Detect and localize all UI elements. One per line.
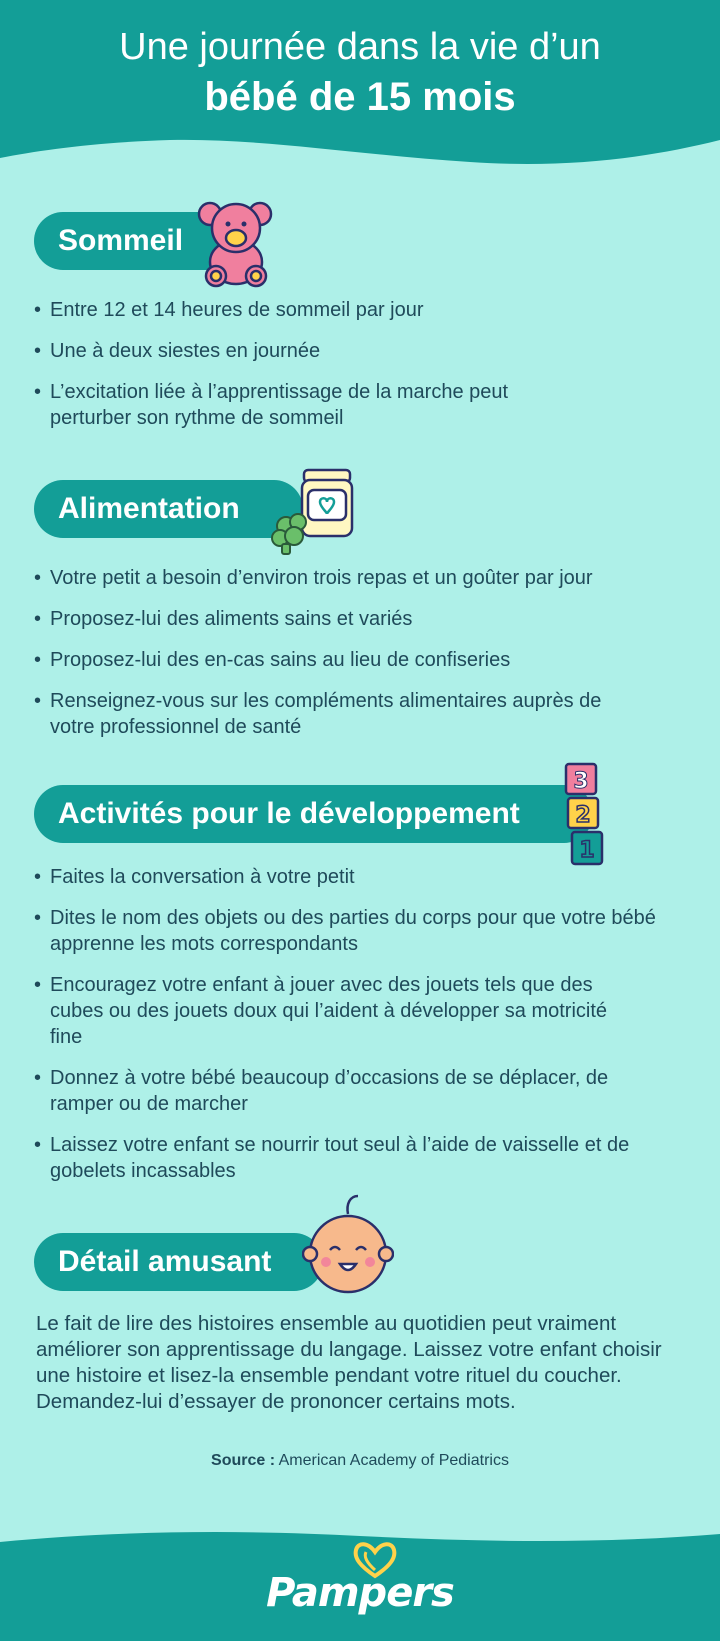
- teddy-bear-icon: [196, 196, 276, 288]
- list-item: • Donnez à votre bébé beaucoup d’occasions de se déplacer, de ramper ou de marcher: [34, 1065, 660, 1117]
- list-item: • Dites le nom des objets ou des parties du corps pour que votre bébé apprenne les mots correspondants: [34, 905, 690, 957]
- svg-text:1: 1: [579, 838, 595, 863]
- list-item: • Entre 12 et 14 heures de sommeil par jour: [34, 297, 684, 323]
- list-item: • Laissez votre enfant se nourrir tout seul à l’aide de vaisselle et de gobelets incassables: [34, 1132, 660, 1184]
- activites-list: [34, 864, 684, 1199]
- list-item: • Encouragez votre enfant à jouer avec des jouets tels que des cubes ou des jouets doux qui l’aident à développer sa motricité fine: [34, 972, 610, 1050]
- list-item: • L’excitation liée à l’apprentissage de la marche peut perturber son rythme de sommeil: [34, 379, 590, 431]
- list-item: • Proposez-lui des aliments sains et variés: [34, 606, 684, 632]
- source-line: [0, 1452, 720, 1470]
- list-item: • Faites la conversation à votre petit: [34, 864, 684, 890]
- detail-amusant-paragraph: Le fait de lire des histoires ensemble au quotidien peut vraiment améliorer son apprentissage du langage. Laissez votre enfant choisir une histoire et lisez-la ensemble pendant votre rituel du coucher. Demandez-lui d’essayer de prononcer certains mots.: [36, 1312, 662, 1413]
- baby-face-icon: [302, 1192, 394, 1296]
- title-line-1: Une journée dans la vie d’un: [119, 26, 601, 68]
- source-value: American Academy of Pediatrics: [278, 1452, 509, 1469]
- section-heading-activites: Activités pour le développement: [34, 785, 564, 843]
- number-blocks-icon: [560, 760, 610, 870]
- page-title: [0, 22, 720, 122]
- list-item: • Une à deux siestes en journée: [34, 338, 610, 364]
- list-item: • Proposez-lui des en-cas sains au lieu de confiseries: [34, 647, 684, 673]
- alimentation-list: [34, 565, 684, 755]
- list-item: • Votre petit a besoin d’environ trois repas et un goûter par jour: [34, 565, 684, 591]
- svg-text:2: 2: [575, 803, 591, 828]
- section-heading-sommeil: Sommeil: [34, 212, 214, 270]
- baby-food-jar-icon: [268, 466, 358, 558]
- pampers-logo-text: Pampers: [266, 1570, 454, 1616]
- source-label: Source :: [211, 1452, 276, 1469]
- section-heading-alimentation: Alimentation: [34, 480, 274, 538]
- title-line-2: bébé de 15 mois: [204, 75, 516, 119]
- section-heading-detail-amusant: Détail amusant: [34, 1233, 294, 1291]
- list-item: • Renseignez-vous sur les compléments alimentaires auprès de votre professionnel de santé: [34, 688, 650, 740]
- header-banner: [0, 0, 720, 175]
- sommeil-list: [34, 297, 684, 446]
- svg-text:3: 3: [573, 769, 589, 794]
